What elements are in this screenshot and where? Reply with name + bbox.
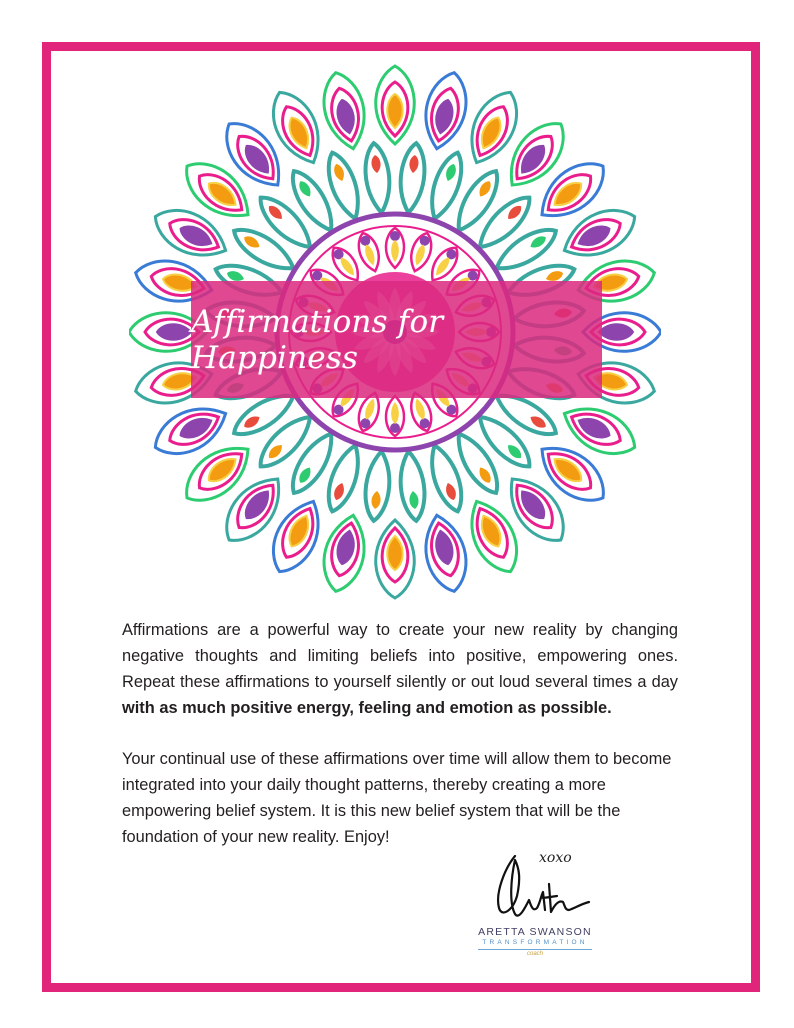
page-title: Affirmations for Happiness (191, 303, 444, 376)
paragraph-1-text: Affirmations are a powerful way to create your new reality by changing negative thoughts and limiting beliefs into positive, empowering ones. Repeat these affirmations to yourself silently or out loud several times a day (122, 621, 678, 691)
paragraph-2: Your continual use of these affirmations over time will allow them to become integrated into your daily thought patterns, thereby creating a more empowering belief system. It is this new belief system that will be the foundation of your new reality. Enjoy! (122, 750, 672, 846)
signoff-text: xoxo (539, 850, 572, 866)
paragraph-1-emphasis: with as much positive energy, feeling and emotion as possible. (122, 699, 612, 717)
title-banner (191, 281, 602, 398)
brand-subtitle: TRANSFORMATION (482, 939, 588, 946)
intro-text (122, 617, 678, 850)
paragraph-1 (122, 617, 678, 721)
signature-image (485, 848, 595, 928)
brand-divider (478, 949, 592, 950)
brand-mark: coach (526, 951, 543, 957)
brand-name: ARETTA SWANSON (478, 926, 592, 938)
brand-logo (476, 926, 594, 957)
